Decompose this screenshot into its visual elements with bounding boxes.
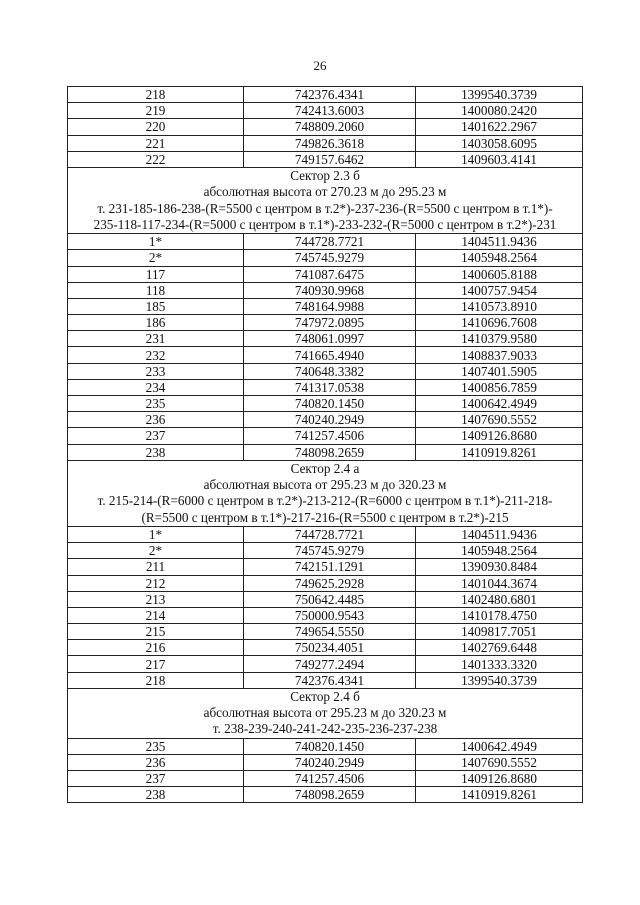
point-number-cell: 215 [68, 624, 244, 640]
x-coordinate-cell: 749625.2928 [244, 575, 416, 591]
y-coordinate-cell: 1409603.4141 [416, 151, 583, 167]
sector-route: 235-118-117-234-(R=5000 с центром в т.1*)-233-232-(R=5000 с центром в т.2*)-231 [93, 216, 557, 232]
sector-title: Сектор 2.4 а [290, 460, 360, 476]
y-coordinate-cell: 1410379.9580 [416, 331, 583, 347]
x-coordinate-cell: 741257.4506 [244, 428, 416, 444]
point-number-cell: 213 [68, 591, 244, 607]
table-row [68, 575, 583, 591]
y-coordinate-cell: 1410919.8261 [416, 787, 583, 803]
point-number-cell: 236 [68, 754, 244, 770]
y-coordinate-cell: 1401333.3320 [416, 656, 583, 672]
y-coordinate-cell: 1402769.6448 [416, 640, 583, 656]
sector-header-row [68, 688, 583, 738]
point-number-cell: 1* [68, 234, 244, 250]
sector-route: т. 238-239-240-241-242-235-236-237-238 [212, 721, 438, 737]
x-coordinate-cell: 749654.5550 [244, 624, 416, 640]
table-row [68, 771, 583, 787]
x-coordinate-cell: 750642.4485 [244, 591, 416, 607]
coordinates-table-body [68, 87, 583, 803]
x-coordinate-cell: 748098.2659 [244, 787, 416, 803]
table-row [68, 444, 583, 460]
table-row [68, 559, 583, 575]
point-number-cell: 235 [68, 738, 244, 754]
x-coordinate-cell: 742151.1291 [244, 559, 416, 575]
y-coordinate-cell: 1410919.8261 [416, 444, 583, 460]
y-coordinate-cell: 1402480.6801 [416, 591, 583, 607]
point-number-cell: 237 [68, 771, 244, 787]
table-row [68, 347, 583, 363]
table-row [68, 672, 583, 688]
y-coordinate-cell: 1405948.2564 [416, 543, 583, 559]
x-coordinate-cell: 741087.6475 [244, 266, 416, 282]
y-coordinate-cell: 1409126.8680 [416, 428, 583, 444]
x-coordinate-cell: 750234.4051 [244, 640, 416, 656]
table-row [68, 379, 583, 395]
y-coordinate-cell: 1409126.8680 [416, 771, 583, 787]
y-coordinate-cell: 1400080.2420 [416, 103, 583, 119]
x-coordinate-cell: 749157.6462 [244, 151, 416, 167]
table-row [68, 787, 583, 803]
x-coordinate-cell: 741317.0538 [244, 379, 416, 395]
x-coordinate-cell: 740240.2949 [244, 754, 416, 770]
y-coordinate-cell: 1400605.8188 [416, 266, 583, 282]
point-number-cell: 232 [68, 347, 244, 363]
point-number-cell: 118 [68, 282, 244, 298]
point-number-cell: 216 [68, 640, 244, 656]
sector-route: т. 231-185-186-238-(R=5500 с центром в т.2*)-237-236-(R=5500 с центром в т.1*)- [97, 200, 553, 216]
point-number-cell: 185 [68, 298, 244, 314]
x-coordinate-cell: 747972.0895 [244, 315, 416, 331]
y-coordinate-cell: 1401044.3674 [416, 575, 583, 591]
x-coordinate-cell: 745745.9279 [244, 543, 416, 559]
y-coordinate-cell: 1405948.2564 [416, 250, 583, 266]
table-row [68, 396, 583, 412]
x-coordinate-cell: 748809.2060 [244, 119, 416, 135]
table-row [68, 526, 583, 542]
x-coordinate-cell: 740240.2949 [244, 412, 416, 428]
x-coordinate-cell: 744728.7721 [244, 234, 416, 250]
table-row [68, 103, 583, 119]
table-row [68, 640, 583, 656]
table-row [68, 87, 583, 103]
point-number-cell: 212 [68, 575, 244, 591]
point-number-cell: 238 [68, 444, 244, 460]
point-number-cell: 117 [68, 266, 244, 282]
point-number-cell: 219 [68, 103, 244, 119]
table-row [68, 412, 583, 428]
y-coordinate-cell: 1400642.4949 [416, 396, 583, 412]
point-number-cell: 221 [68, 135, 244, 151]
sector-header-row [68, 460, 583, 526]
y-coordinate-cell: 1390930.8484 [416, 559, 583, 575]
sector-route: (R=5500 с центром в т.1*)-217-216-(R=5500 с центром в т.2*)-215 [141, 509, 509, 525]
point-number-cell: 2* [68, 250, 244, 266]
table-row [68, 543, 583, 559]
point-number-cell: 211 [68, 559, 244, 575]
table-row [68, 282, 583, 298]
table-row [68, 607, 583, 623]
y-coordinate-cell: 1401622.2967 [416, 119, 583, 135]
sector-altitude: абсолютная высота от 270.23 м до 295.23 м [203, 184, 447, 200]
sector-route: т. 215-214-(R=6000 с центром в т.2*)-213-212-(R=6000 с центром в т.1*)-211-218- [97, 493, 553, 509]
table-row [68, 135, 583, 151]
x-coordinate-cell: 740930.9968 [244, 282, 416, 298]
point-number-cell: 1* [68, 526, 244, 542]
y-coordinate-cell: 1407690.5552 [416, 412, 583, 428]
sector-header [68, 688, 583, 738]
point-number-cell: 236 [68, 412, 244, 428]
table-row [68, 151, 583, 167]
table-row [68, 315, 583, 331]
sector-header [68, 167, 583, 233]
x-coordinate-cell: 741665.4940 [244, 347, 416, 363]
table-row [68, 331, 583, 347]
point-number-cell: 218 [68, 87, 244, 103]
x-coordinate-cell: 748164.9988 [244, 298, 416, 314]
y-coordinate-cell: 1408837.9033 [416, 347, 583, 363]
sector-title: Сектор 2.4 б [290, 688, 360, 704]
y-coordinate-cell: 1400757.9454 [416, 282, 583, 298]
y-coordinate-cell: 1399540.3739 [416, 87, 583, 103]
x-coordinate-cell: 745745.9279 [244, 250, 416, 266]
point-number-cell: 231 [68, 331, 244, 347]
x-coordinate-cell: 748061.0997 [244, 331, 416, 347]
y-coordinate-cell: 1410178.4750 [416, 607, 583, 623]
x-coordinate-cell: 740820.1450 [244, 396, 416, 412]
table-row [68, 234, 583, 250]
table-row [68, 754, 583, 770]
table-row [68, 250, 583, 266]
x-coordinate-cell: 742376.4341 [244, 672, 416, 688]
table-row [68, 428, 583, 444]
x-coordinate-cell: 748098.2659 [244, 444, 416, 460]
sector-altitude: абсолютная высота от 295.23 м до 320.23 м [203, 477, 447, 493]
table-row [68, 298, 583, 314]
y-coordinate-cell: 1400856.7859 [416, 379, 583, 395]
x-coordinate-cell: 744728.7721 [244, 526, 416, 542]
table-row [68, 363, 583, 379]
table-row [68, 624, 583, 640]
sector-header-row [68, 167, 583, 233]
x-coordinate-cell: 740820.1450 [244, 738, 416, 754]
point-number-cell: 237 [68, 428, 244, 444]
y-coordinate-cell: 1409817.7051 [416, 624, 583, 640]
y-coordinate-cell: 1399540.3739 [416, 672, 583, 688]
point-number-cell: 218 [68, 672, 244, 688]
x-coordinate-cell: 742376.4341 [244, 87, 416, 103]
y-coordinate-cell: 1410573.8910 [416, 298, 583, 314]
x-coordinate-cell: 740648.3382 [244, 363, 416, 379]
point-number-cell: 234 [68, 379, 244, 395]
y-coordinate-cell: 1400642.4949 [416, 738, 583, 754]
sector-title: Сектор 2.3 б [290, 167, 360, 183]
point-number-cell: 214 [68, 607, 244, 623]
y-coordinate-cell: 1404511.9436 [416, 234, 583, 250]
y-coordinate-cell: 1404511.9436 [416, 526, 583, 542]
y-coordinate-cell: 1410696.7608 [416, 315, 583, 331]
y-coordinate-cell: 1407690.5552 [416, 754, 583, 770]
table-row [68, 266, 583, 282]
coordinates-table [67, 86, 583, 803]
y-coordinate-cell: 1403058.6095 [416, 135, 583, 151]
sector-header [68, 460, 583, 526]
page-number: 26 [313, 58, 327, 73]
sector-altitude: абсолютная высота от 295.23 м до 320.23 м [203, 705, 447, 721]
x-coordinate-cell: 741257.4506 [244, 771, 416, 787]
y-coordinate-cell: 1407401.5905 [416, 363, 583, 379]
x-coordinate-cell: 749277.2494 [244, 656, 416, 672]
table-row [68, 119, 583, 135]
point-number-cell: 186 [68, 315, 244, 331]
x-coordinate-cell: 742413.6003 [244, 103, 416, 119]
point-number-cell: 220 [68, 119, 244, 135]
point-number-cell: 222 [68, 151, 244, 167]
point-number-cell: 238 [68, 787, 244, 803]
point-number-cell: 233 [68, 363, 244, 379]
x-coordinate-cell: 750000.9543 [244, 607, 416, 623]
table-row [68, 656, 583, 672]
point-number-cell: 2* [68, 543, 244, 559]
point-number-cell: 217 [68, 656, 244, 672]
table-row [68, 738, 583, 754]
point-number-cell: 235 [68, 396, 244, 412]
table-row [68, 591, 583, 607]
x-coordinate-cell: 749826.3618 [244, 135, 416, 151]
